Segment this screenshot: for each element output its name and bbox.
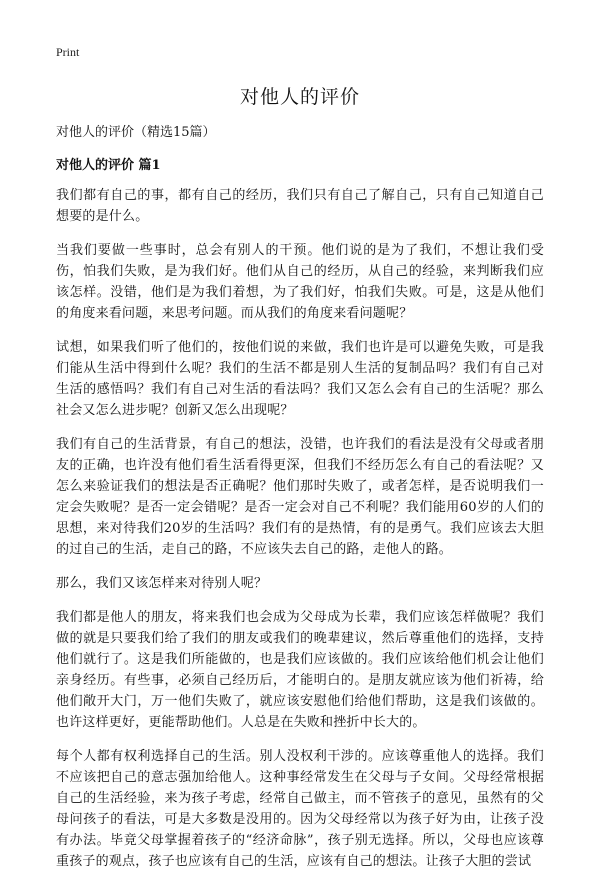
paragraph-7: 每个人都有权利选择自己的生活。别人没权利干涉的。应该尊重他人的选择。我们不应该把自己的意志强加给他人。这种事经常发生在父母与子女间。父母经常根据自己的生活经验，来为孩子考虑，经常自己做主，而不管孩子的意见，虽然有的父母问孩子的看法，可是大多数是没用的。因为父母经常以为孩子好为由，让孩子没有办法。毕竟父母掌握着孩子的“经济命脉”，孩子别无选择。所以，父母也应该尊重孩子的观点，孩子也应该有自己的生活，应该有自己的想法。让孩子大胆的尝试 [56,749,544,869]
page-title: 对他人的评价 [239,86,360,108]
section-heading: 对他人的评价 篇1 [56,158,161,173]
paragraph-5: 那么，我们又该怎样来对待别人呢？ [56,576,268,591]
document-subtitle: 对他人的评价（精选15篇） [56,125,216,140]
print-link[interactable]: Print [56,45,80,59]
paragraph-4: 我们有自己的生活背景，有自己的想法，没错，也许我们的看法是没有父母或者朋友的正确，也许没有他们看生活看得更深，但我们不经历怎么有自己的看法呢？又怎么来验证我们的想法是否正确呢？他们那时失败了，或者怎样，是否说明我们一定会失败呢？是否一定会错呢？是否一定会对自己不利呢？我们能用60岁的人们的思想，来对待我们20岁的生活吗？我们有的是热情，有的是勇气。我们应该去大胆的过自己的生活，走自己的路，不应该失去自己的路，走他人的路。 [56,437,544,557]
paragraph-2: 当我们要做一些事时，总会有别人的干预。他们说的是为了我们，不想让我们受伤，怕我们失败，是为我们好。他们从自己的经历，从自己的经验，来判断我们应该怎样。没错，他们是为我们着想，为了我们好，怕我们失败。可是，这是从他们的角度来看问题，来思考问题。而从我们的角度来看问题呢？ [56,243,544,321]
paragraph-6: 我们都是他人的朋友，将来我们也会成为父母成为长辈，我们应该怎样做呢？我们做的就是只要我们给了我们的朋友或我们的晚辈建议，然后尊重他们的选择，支持他们就行了。这是我们所能做的，也是我们应该做的。我们应该给他们机会让他们亲身经历。有些事，必须自己经历后，才能明白的。是朋友就应该为他们祈祷，给他们敞开大门，万一他们失败了，就应该安慰他们给他们帮助，这是我们该做的。也许这样更好，更能帮助他们。人总是在失败和挫折中长大的。 [56,610,544,730]
paragraph-3: 试想，如果我们听了他们的，按他们说的来做，我们也许是可以避免失败，可是我们能从生活中得到什么呢？我们的生活不都是别人生活的复制品吗？我们有自己对生活的感悟吗？我们有自己对生活的看法吗？我们又怎么会有自己的生活呢？那么社会又怎么进步呢？创新又怎么出现呢？ [56,340,544,418]
paragraph-1: 我们都有自己的事，都有自己的经历，我们只有自己了解自己，只有自己知道自己想要的是什么。 [56,188,544,224]
